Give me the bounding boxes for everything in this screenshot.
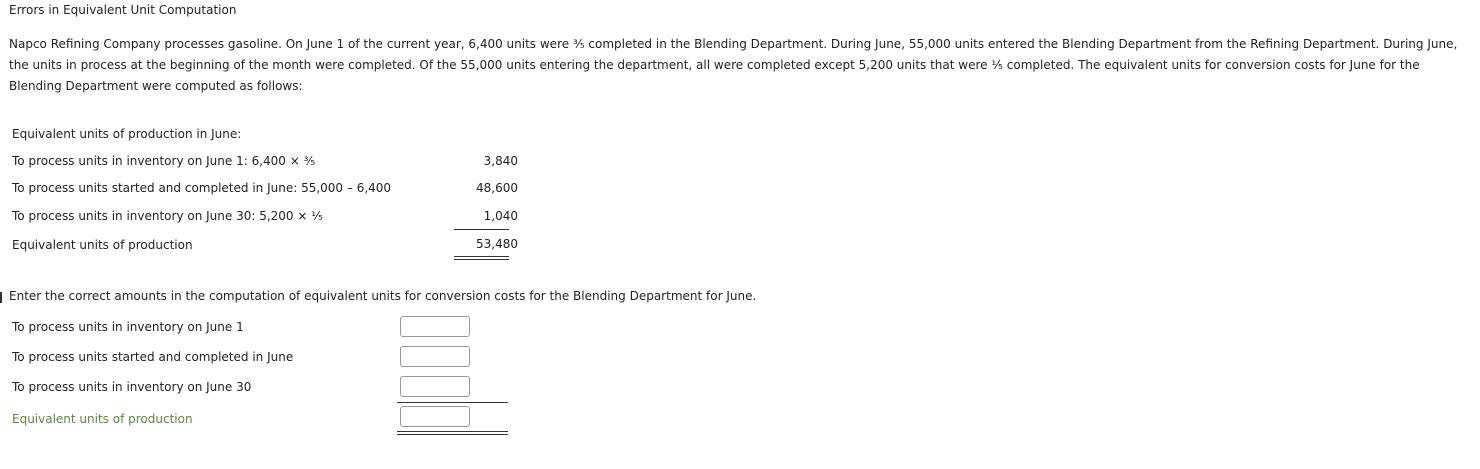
given-total-rule-2 [454, 259, 509, 260]
given-heading: Equivalent units of production in June: [12, 127, 242, 141]
page-title: Errors in Equivalent Unit Computation [9, 3, 237, 17]
answer-input-june1[interactable] [400, 316, 470, 337]
answer-input-started-completed[interactable] [400, 346, 470, 367]
given-row-label-3: To process units in inventory on June 30: 5,200 × ¹⁄₅ [12, 209, 323, 223]
given-row-value-3: 1,040 [483, 209, 518, 223]
answer-subtotal-rule [397, 402, 508, 403]
answer-label-total: Equivalent units of production [12, 412, 193, 426]
answer-input-june30[interactable] [400, 376, 470, 397]
given-total-rule-1 [454, 256, 509, 257]
answer-total-rule-1 [397, 431, 508, 432]
given-row-value-1: 3,840 [483, 154, 518, 168]
given-total-value: 53,480 [476, 237, 518, 251]
prompt-marker [0, 292, 2, 303]
answer-total-rule-2 [397, 434, 508, 435]
answer-input-total[interactable] [400, 406, 470, 427]
given-row-label-1: To process units in inventory on June 1: 6,400 × ³⁄₅ [12, 154, 316, 168]
given-total-label: Equivalent units of production [12, 238, 193, 252]
given-row-value-2: 48,600 [476, 181, 518, 195]
answer-prompt: Enter the correct amounts in the computation of equivalent units for conversion costs for the Blending Department for June. [9, 289, 757, 303]
answer-label-june30: To process units in inventory on June 30 [12, 380, 252, 394]
answer-label-started-completed: To process units started and completed in June [12, 350, 294, 364]
answer-label-june1: To process units in inventory on June 1 [12, 320, 244, 334]
given-subtotal-rule [454, 229, 509, 230]
problem-statement: Napco Refining Company processes gasoline. On June 1 of the current year, 6,400 units were ³⁄₅ completed in the Blending Department. During June, 55,000 units entered the Blending Department from the Refining Department. During June, the units in process at the beginning of the month were completed. Of the 55,000 units entering the department, all were completed except 5,200 units that were ¹⁄₅ completed. The equivalent units for conversion costs for June for the Blending Department were computed as follows: [9, 37, 1458, 93]
given-row-label-2: To process units started and completed in June: 55,000 – 6,400 [12, 181, 392, 195]
